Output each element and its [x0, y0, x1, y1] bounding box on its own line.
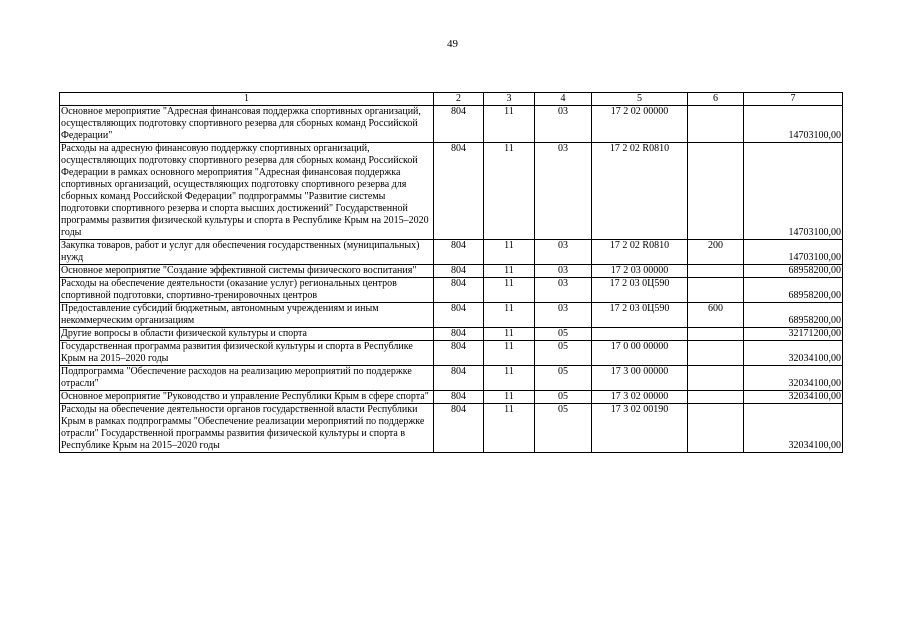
table-row: [60, 143, 843, 240]
row-name: Расходы на обеспечение деятельности органов государственной власти Республики Крым в рамках подпрограммы "Обеспечение реализации мероприятий по поддержке отрасли" Государственной программы развития физической культуры и спорта в Республике Крым на 2015–2020 годы: [60, 404, 434, 453]
row-sum: 68958200,00: [744, 303, 843, 328]
row-rz: 11: [484, 106, 535, 143]
row-gr: 804: [434, 404, 484, 453]
row-sum: 32034100,00: [744, 391, 843, 404]
row-rz: 11: [484, 366, 535, 391]
row-csr: 17 2 03 0Ц590: [592, 278, 688, 303]
row-rz: 11: [484, 303, 535, 328]
table-row: [60, 328, 843, 341]
row-csr: 17 2 03 00000: [592, 265, 688, 278]
row-gr: 804: [434, 366, 484, 391]
row-gr: 804: [434, 240, 484, 265]
row-rz: 11: [484, 328, 535, 341]
row-name: Основное мероприятие "Создание эффективной системы физического воспитания": [60, 265, 434, 278]
row-csr: 17 0 00 00000: [592, 341, 688, 366]
budget-table: [59, 92, 843, 453]
row-gr: 804: [434, 143, 484, 240]
header-col-7: 7: [744, 93, 843, 106]
row-rz: 11: [484, 265, 535, 278]
row-sum: 32034100,00: [744, 341, 843, 366]
row-pr: 03: [535, 265, 592, 278]
row-vr: [688, 366, 744, 391]
row-csr: 17 3 02 00190: [592, 404, 688, 453]
row-gr: 804: [434, 278, 484, 303]
row-csr: 17 3 00 00000: [592, 366, 688, 391]
row-vr: [688, 265, 744, 278]
table-row: [60, 240, 843, 265]
row-gr: 804: [434, 303, 484, 328]
row-vr: [688, 143, 744, 240]
row-name: Основное мероприятие "Адресная финансовая поддержка спортивных организаций, осуществляющих подготовку спортивного резерва для сборных команд Российской Федерации": [60, 106, 434, 143]
row-csr: 17 2 02 R0810: [592, 143, 688, 240]
row-rz: 11: [484, 143, 535, 240]
row-name: Расходы на обеспечение деятельности (оказание услуг) региональных центров спортивной подготовки, спортивно-тренировочных центров: [60, 278, 434, 303]
row-pr: 05: [535, 404, 592, 453]
table-row: [60, 303, 843, 328]
row-gr: 804: [434, 265, 484, 278]
row-sum: 14703100,00: [744, 240, 843, 265]
row-sum: 32034100,00: [744, 404, 843, 453]
row-csr: 17 3 02 00000: [592, 391, 688, 404]
row-pr: 03: [535, 143, 592, 240]
row-vr: [688, 106, 744, 143]
table-row: [60, 366, 843, 391]
row-pr: 03: [535, 106, 592, 143]
header-col-3: 3: [484, 93, 535, 106]
row-gr: 804: [434, 328, 484, 341]
row-name: Закупка товаров, работ и услуг для обеспечения государственных (муниципальных) нужд: [60, 240, 434, 265]
row-csr: 17 2 03 0Ц590: [592, 303, 688, 328]
row-name: Другие вопросы в области физической культуры и спорта: [60, 328, 434, 341]
row-name: Основное мероприятие "Руководство и управление Республики Крым в сфере спорта": [60, 391, 434, 404]
row-sum: 14703100,00: [744, 143, 843, 240]
row-name: Предоставление субсидий бюджетным, автономным учреждениям и иным некоммерческим организациям: [60, 303, 434, 328]
row-vr: [688, 328, 744, 341]
header-row: [60, 93, 843, 106]
header-col-2: 2: [434, 93, 484, 106]
row-rz: 11: [484, 240, 535, 265]
table-row: [60, 391, 843, 404]
row-csr: 17 2 02 R0810: [592, 240, 688, 265]
page-number: 49: [447, 38, 458, 50]
row-rz: 11: [484, 278, 535, 303]
row-pr: 05: [535, 366, 592, 391]
header-col-5: 5: [592, 93, 688, 106]
row-pr: 05: [535, 341, 592, 366]
row-vr: [688, 404, 744, 453]
table-row: [60, 106, 843, 143]
row-pr: 05: [535, 328, 592, 341]
row-rz: 11: [484, 404, 535, 453]
row-gr: 804: [434, 106, 484, 143]
row-csr: 17 2 02 00000: [592, 106, 688, 143]
row-vr: [688, 341, 744, 366]
row-pr: 03: [535, 278, 592, 303]
table-row: [60, 278, 843, 303]
row-rz: 11: [484, 391, 535, 404]
table-row: [60, 265, 843, 278]
row-vr: 600: [688, 303, 744, 328]
row-sum: 14703100,00: [744, 106, 843, 143]
row-sum: 32034100,00: [744, 366, 843, 391]
row-pr: 03: [535, 240, 592, 265]
table-row: [60, 404, 843, 453]
row-gr: 804: [434, 341, 484, 366]
row-csr: [592, 328, 688, 341]
row-vr: 200: [688, 240, 744, 265]
row-name: Расходы на адресную финансовую поддержку спортивных организаций, осуществляющих подготовку спортивного резерва для сборных команд Российской Федерации в рамках основного мероприятия "Адресная финансовая поддержка спортивных организаций, осуществляющих подготовку спортивного резерва для сборных команд Российской Федерации" подпрограммы "Развитие системы подготовки спортивного резерва и спорта высших достижений" Государственной программы развития физической культуры и спорта в Республике Крым на 2015–2020 годы: [60, 143, 434, 240]
row-sum: 32171200,00: [744, 328, 843, 341]
row-sum: 68958200,00: [744, 265, 843, 278]
row-name: Подпрограмма "Обеспечение расходов на реализацию мероприятий по поддержке отрасли": [60, 366, 434, 391]
row-rz: 11: [484, 341, 535, 366]
row-gr: 804: [434, 391, 484, 404]
row-sum: 68958200,00: [744, 278, 843, 303]
header-col-4: 4: [535, 93, 592, 106]
row-vr: [688, 278, 744, 303]
row-name: Государственная программа развития физической культуры и спорта в Республике Крым на 2015–2020 годы: [60, 341, 434, 366]
row-pr: 05: [535, 391, 592, 404]
header-col-6: 6: [688, 93, 744, 106]
header-col-1: 1: [60, 93, 434, 106]
row-vr: [688, 391, 744, 404]
table-row: [60, 341, 843, 366]
row-pr: 03: [535, 303, 592, 328]
